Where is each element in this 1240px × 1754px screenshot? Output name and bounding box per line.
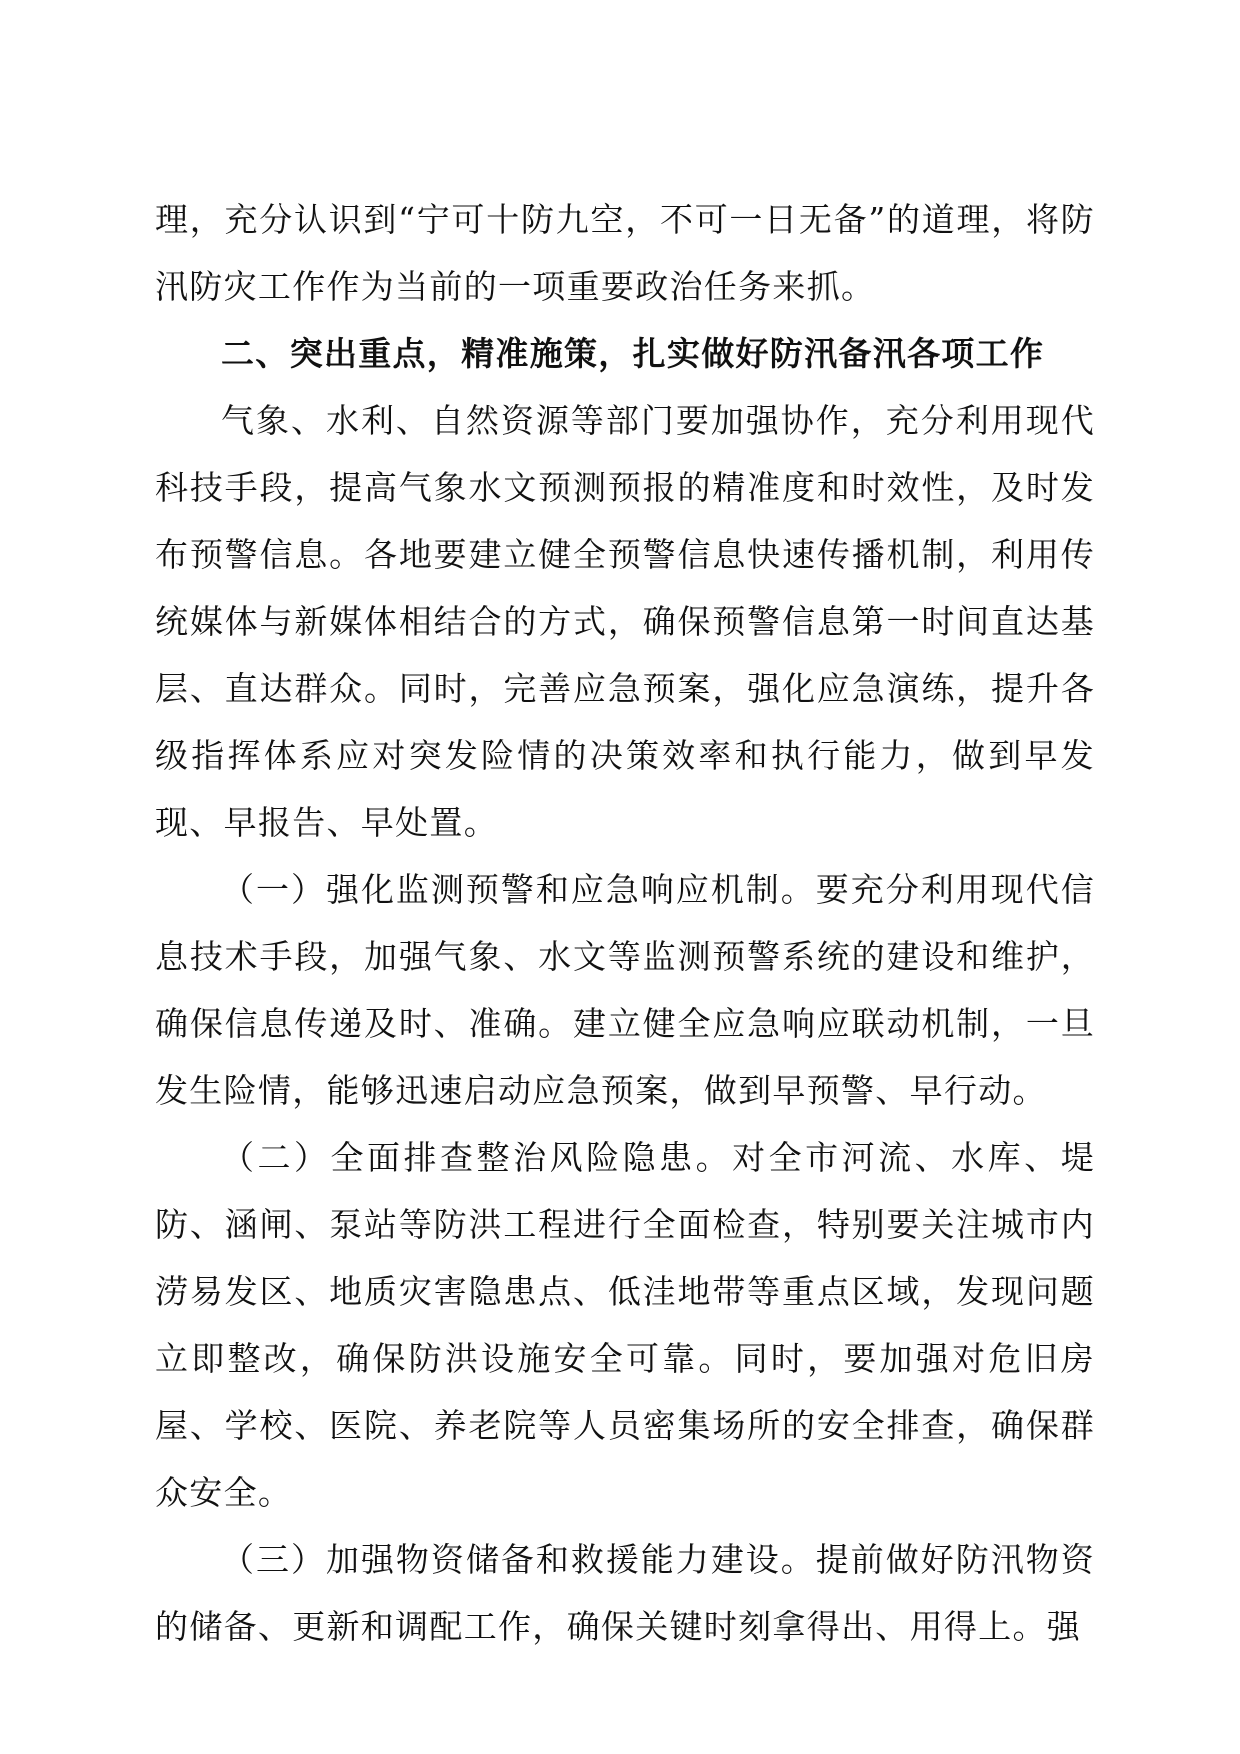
paragraph-continuation: 理，充分认识到“宁可十防九空，不可一日无备”的道理，将防汛防灾工作作为当前的一项重要政治任务来抓。: [155, 200, 1095, 306]
paragraph-item-1: （一）强化监测预警和应急响应机制。要充分利用现代信息技术手段，加强气象、水文等监测预警系统的建设和维护，确保信息传递及时、准确。建立健全应急响应联动机制，一旦发生险情，能够迅速启动应急预案，做到早预警、早行动。: [155, 870, 1095, 1110]
paragraph-forecast: 气象、水利、自然资源等部门要加强协作，充分利用现代科技手段，提高气象水文预测预报的精准度和时效性，及时发布预警信息。各地要建立健全预警信息快速传播机制，利用传统媒体与新媒体相结合的方式，确保预警信息第一时间直达基层、直达群众。同时，完善应急预案，强化应急演练，提升各级指挥体系应对突发险情的决策效率和执行能力，做到早发现、早报告、早处置。: [155, 401, 1095, 842]
paragraph-item-3: （三）加强物资储备和救援能力建设。提前做好防汛物资的储备、更新和调配工作，确保关键时刻拿得出、用得上。强: [155, 1540, 1095, 1646]
document-page: [155, 186, 1095, 1660]
paragraph-item-2: （二）全面排查整治风险隐患。对全市河流、水库、堤防、涵闸、泵站等防洪工程进行全面检查，特别要关注城市内涝易发区、地质灾害隐患点、低洼地带等重点区域，发现问题立即整改，确保防洪设施安全可靠。同时，要加强对危旧房屋、学校、医院、养老院等人员密集场所的安全排查，确保群众安全。: [155, 1138, 1095, 1512]
section-heading-2: 二、突出重点，精准施策，扎实做好防汛备汛各项工作: [221, 334, 1045, 373]
